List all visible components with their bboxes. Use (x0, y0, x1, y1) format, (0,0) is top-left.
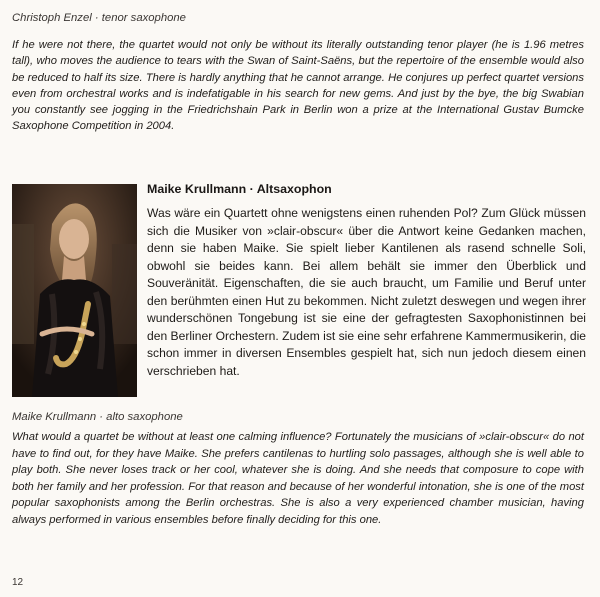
page-number: 12 (12, 577, 24, 588)
paragraph-maike-krullmann-de: Was wäre ein Quartett ohne wenigstens einen ruhenden Pol? Zum Glück müssen sich die Musiker von »clair-obscur« über die Antwort keine Gedanken machen, denn sie haben Maike. Sie spielt lieber Kantilenen als rasend schnelle Soli, obwohl sie beides kann. Bei allem behält sie immer den Überblick und Souveränität. Eigenschaften, die sie auch braucht, um Familie und Beruf unter den berühmten einen Hut zu bekommen. Nicht zuletzt deswegen und wegen ihrer wunderschönen Tongebung ist sie eine der gefragtesten Saxophonistinnen bei den Berliner Orchestern. Zudem ist sie eine sehr erfahrene Kammermusikerin, die schon immer in diversen Ensembles gespielt hat, sich nun jedoch diesem einen verschrieben hat. (147, 206, 586, 378)
paragraph-christoph-enzel-en: If he were not there, the quartet would not only be without its literally outstanding tenor player (he is 1.96 metres tall), who moves the audience to tears with the Swan of Saint-Saëns, but the repertoire of the ensemble would also be reduced to half its size. There is hardly anything that he cannot arrange. He conjures up perfect quartet versions even from orchestral works and is indefatigable in his search for new gems. And just by the bye, the big Swabian you constantly see jogging in the Friedrichshain Park in Berlin won a prize at the International Gustav Bumcke Saxophone Competition in 2004. (12, 39, 584, 133)
section-heading-maike-krullmann-de: Maike Krullmann · Altsaxophon (147, 182, 332, 196)
section-heading-maike-krullmann-en: Maike Krullmann · alto saxophone (12, 411, 183, 423)
portrait-illustration (12, 184, 137, 397)
section-heading-christoph-enzel: Christoph Enzel · tenor saxophone (12, 12, 186, 24)
portrait-photo-maike-krullmann (12, 184, 137, 397)
paragraph-maike-krullmann-en: What would a quartet be without at least one calming influence? Fortunately the musicians of »clair-obscur« do not have to find out, for they have Maike. She prefers cantilenas to hurtling solo passages, although she is well able to play both. She never loses track or her cool, whatever she is doing. And she needs that composure to cope with both her family and her profession. For that reason and because of her wonderful intonation, she is one of the most popular saxophonists among the Berlin orchestras. She is also a very experienced chamber musician, having always performed in various ensembles before finally deciding for this one. (12, 431, 584, 526)
